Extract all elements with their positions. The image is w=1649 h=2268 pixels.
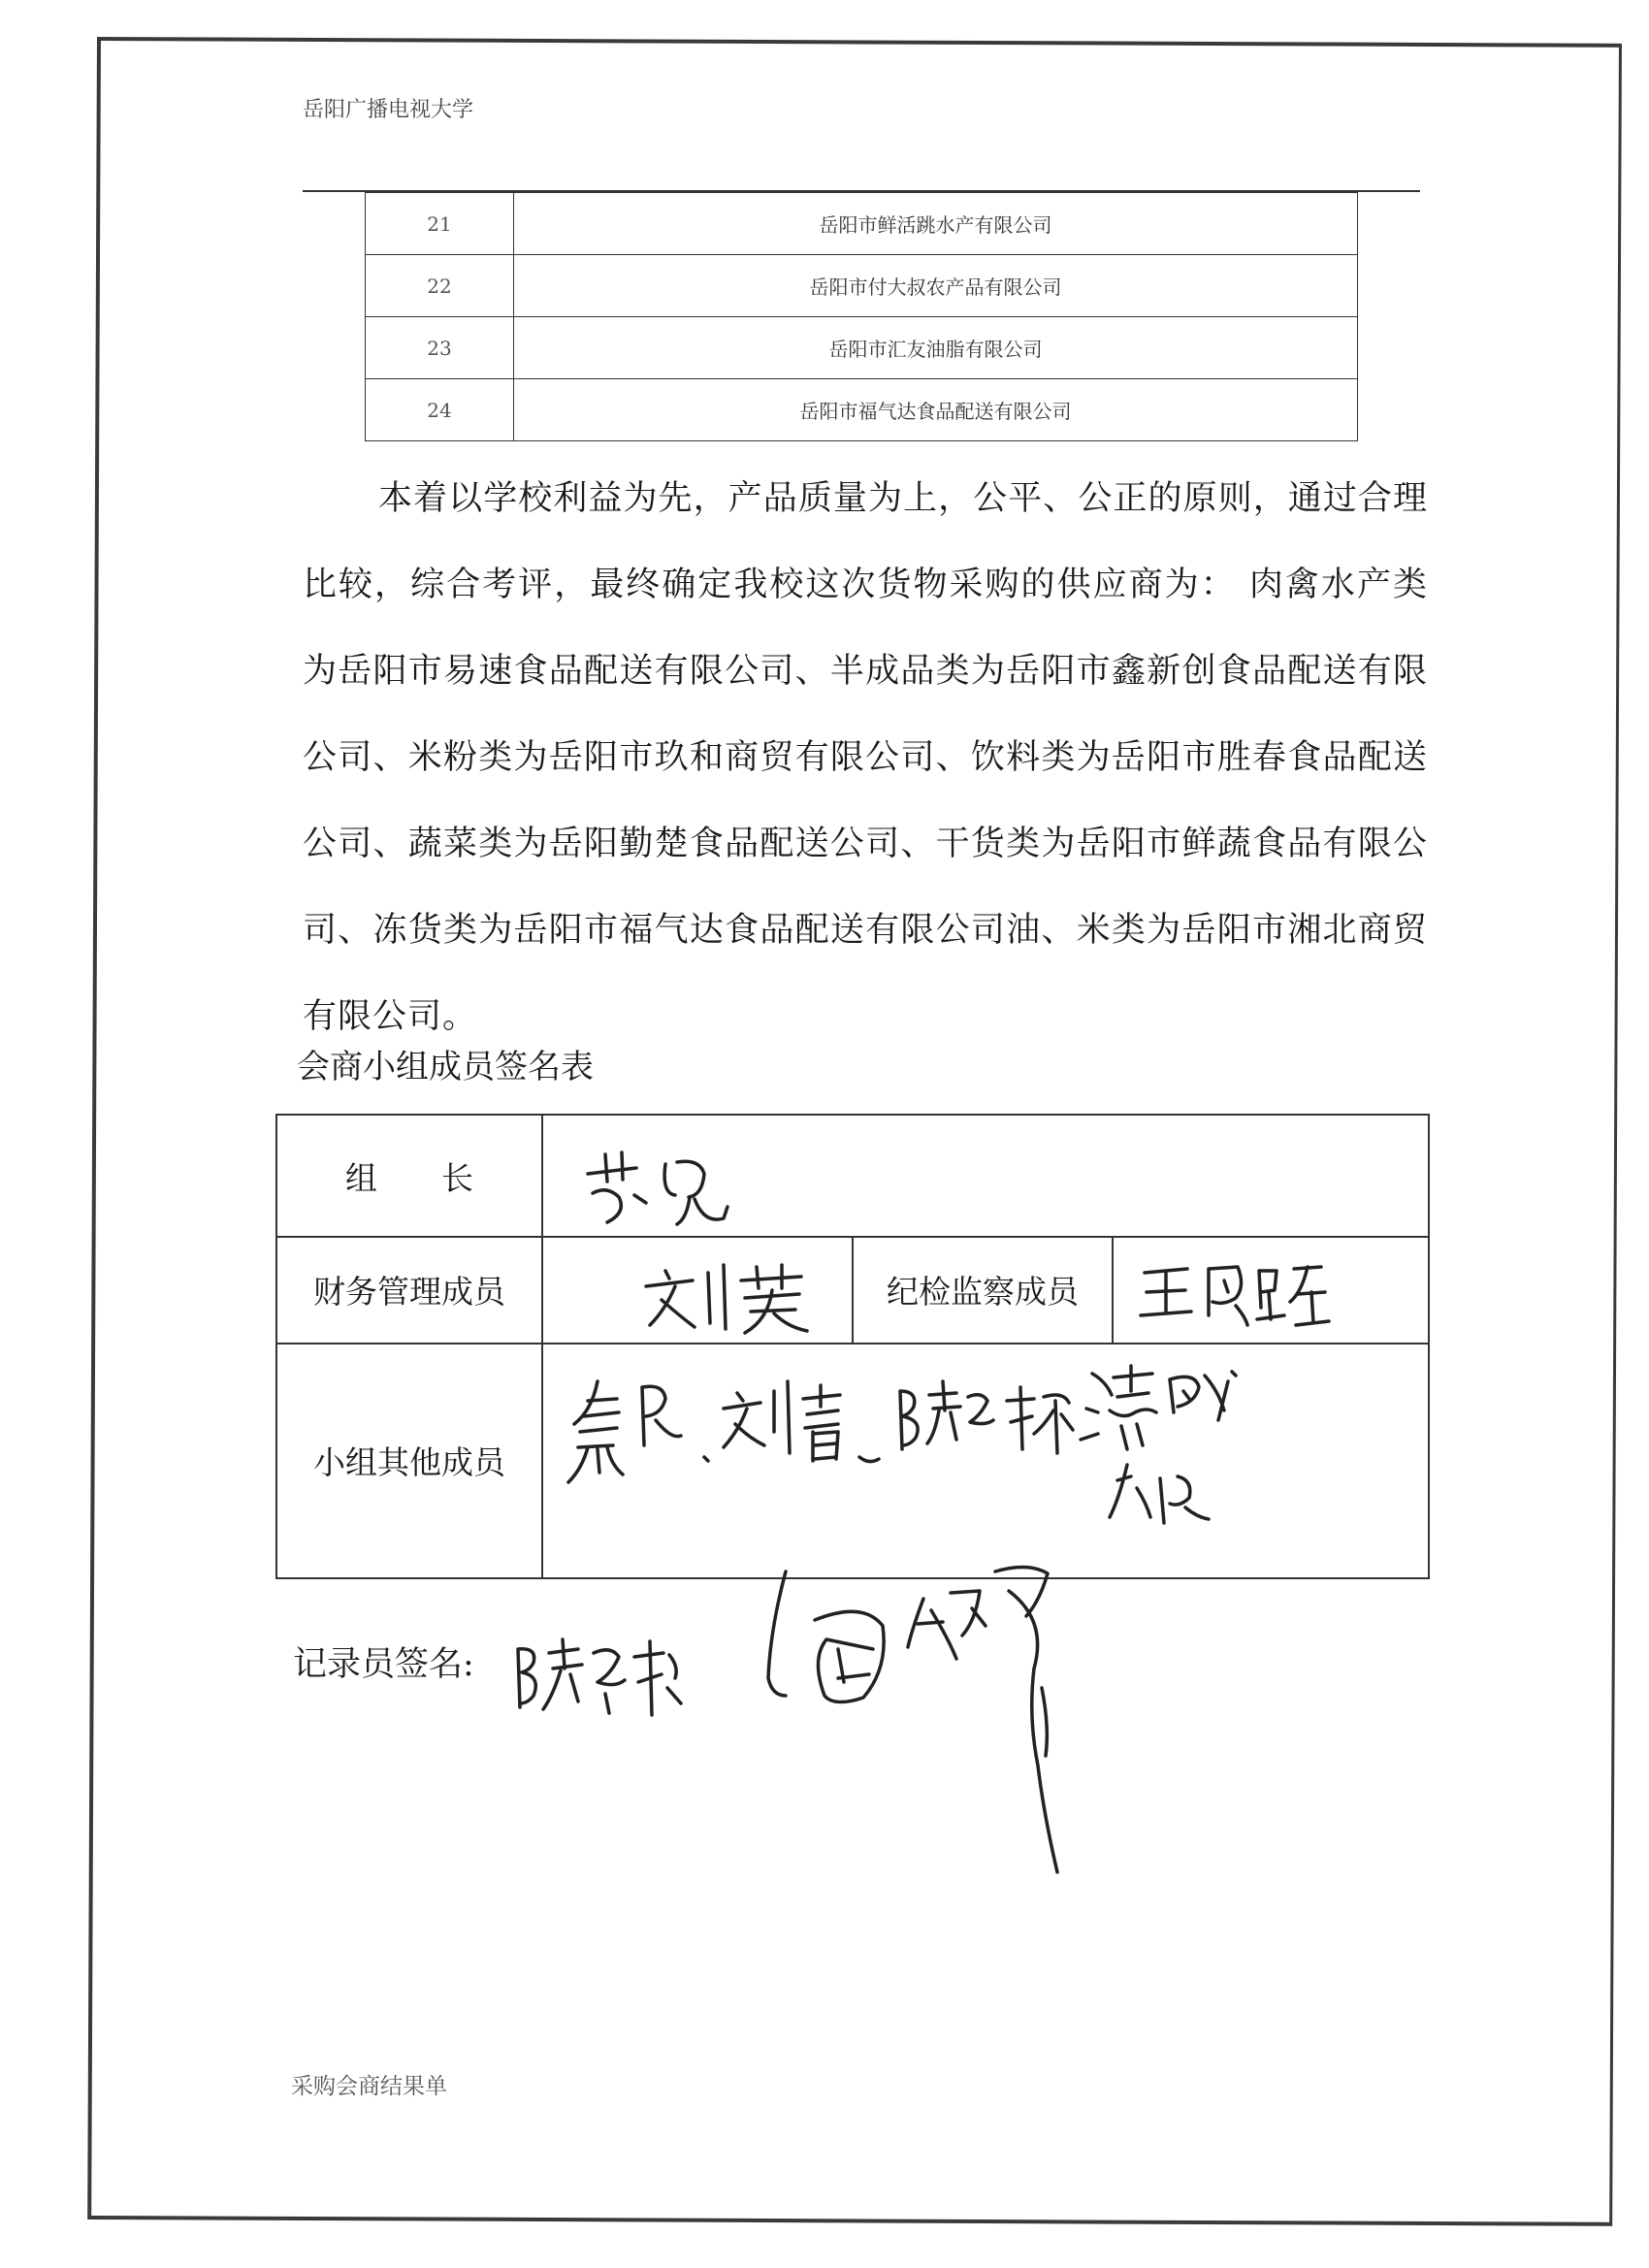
finance-label: 财务管理成员 xyxy=(313,1272,505,1311)
column-divider xyxy=(1112,1236,1114,1343)
sign-table xyxy=(275,1114,1430,1579)
decision-paragraph: 本着以学校利益为先，产品质量为上，公平、公正的原则，通过合理比较，综合考评，最终确定我校这次货物采购的供应商为： 肉禽水产类为岳阳市易速食品配送有限公司、半成品类为岳阳市鑫新创食品配送有限公司、米粉类为岳阳市玖和商贸有限公司、饮料类为岳阳市胜春食品配送公司、蔬菜类为岳阳勤楚食品配送公司、干货类为岳阳市鲜蔬食品有限公司、冻货类为岳阳市福气达食品配送有限公司油、米类为岳阳市湘北商贸有限公司。 xyxy=(303,479,1428,1036)
supplier-number: 21 xyxy=(366,193,514,255)
leader-label: 组 长 xyxy=(345,1158,473,1197)
finance-signature xyxy=(636,1251,830,1339)
supplier-name: 岳阳市福气达食品配送有限公司 xyxy=(514,379,1358,441)
leader-signature xyxy=(568,1135,743,1232)
table-row xyxy=(366,193,1358,255)
recorder-label: 记录员签名: xyxy=(293,1645,474,1684)
discipline-label: 纪检监察成员 xyxy=(887,1272,1079,1311)
supplier-table xyxy=(365,192,1358,441)
supplier-number: 24 xyxy=(366,379,514,441)
supplier-name: 岳阳市汇友油脂有限公司 xyxy=(514,317,1358,379)
table-row xyxy=(366,317,1358,379)
column-divider xyxy=(541,1116,543,1577)
supplier-name: 岳阳市付大叔农产品有限公司 xyxy=(514,255,1358,317)
supplier-number: 23 xyxy=(366,317,514,379)
supplier-name: 岳阳市鲜活跳水产有限公司 xyxy=(514,193,1358,255)
table-row xyxy=(366,255,1358,317)
others-label: 小组其他成员 xyxy=(313,1442,505,1481)
header-institution: 岳阳广播电视大学 xyxy=(303,98,474,122)
footer-text: 采购会商结果单 xyxy=(291,2074,447,2099)
recorder-signature xyxy=(504,1620,689,1727)
discipline-signature xyxy=(1131,1247,1403,1341)
sign-table-title: 会商小组成员签名表 xyxy=(297,1048,594,1086)
supplier-number: 22 xyxy=(366,255,514,317)
overlapping-signature xyxy=(718,1533,1145,1882)
table-row xyxy=(366,379,1358,441)
